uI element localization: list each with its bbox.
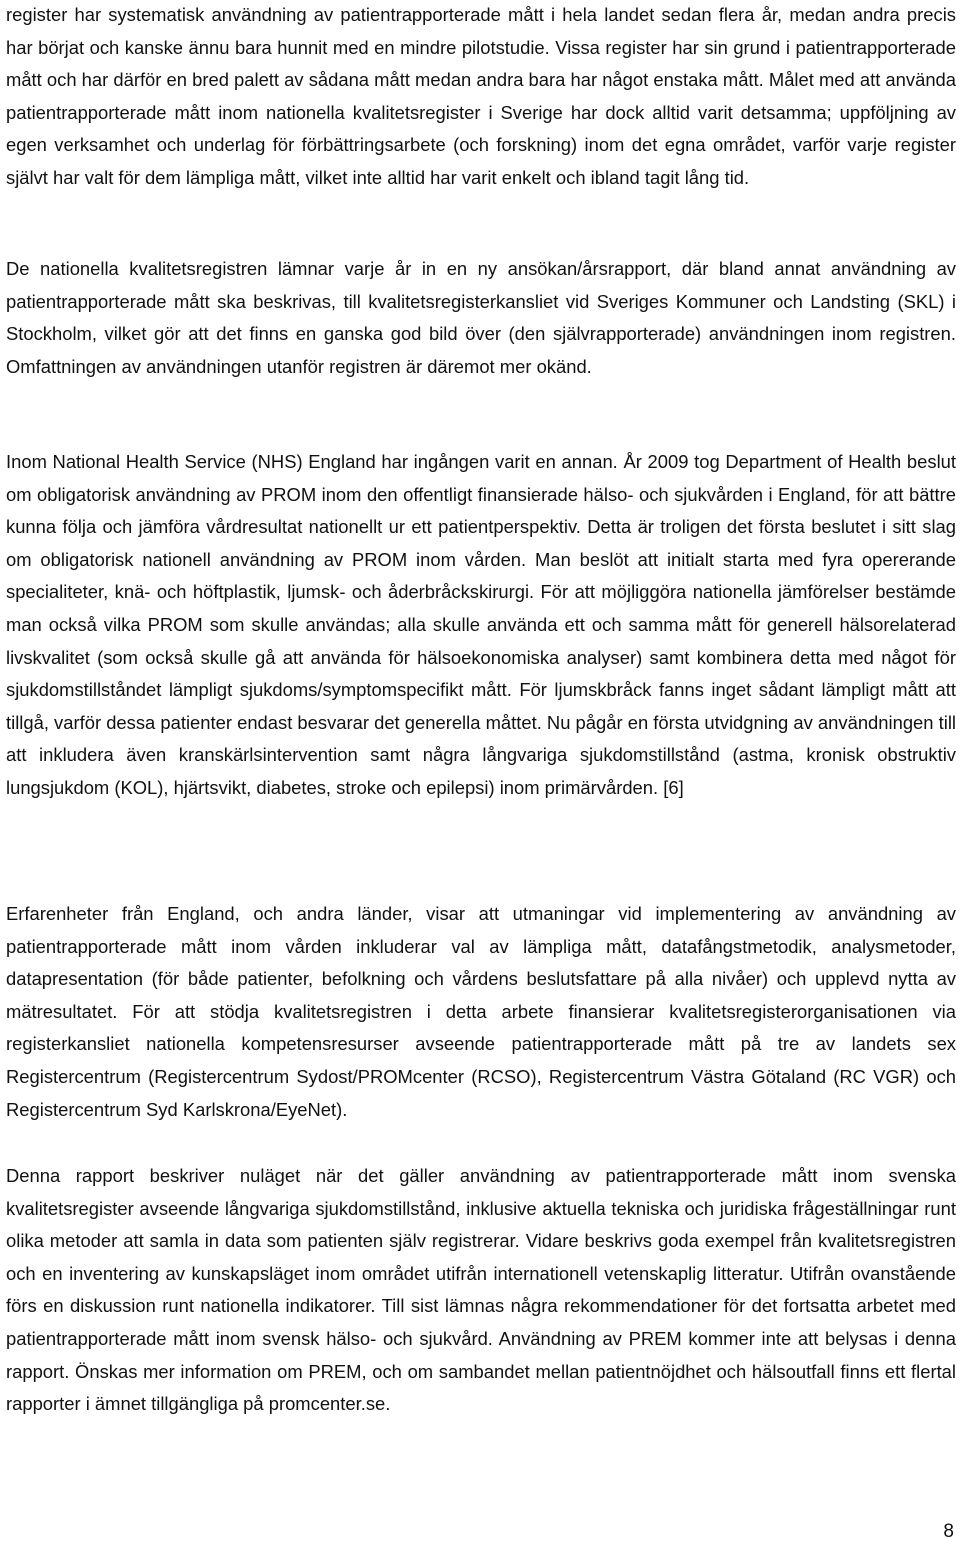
paragraph-nhs-england: Inom National Health Service (NHS) England har ingången varit en annan. År 2009 tog Department of Health beslut om obligatorisk användning av PROM inom den offentligt finansierade hälso- och sjukvården i England, för att bättre kunna följa och jämföra vårdresultat nationellt ur ett patientperspektiv. Detta är troligen det första beslutet i sitt slag om obligatorisk nationell användning av PROM inom vården. Man beslöt att initialt starta med fyra opererande specialiteter, knä- och höftplastik, ljumsk- och åderbråckskirurgi. För att möjliggöra nationella jämförelser bestämde man också vilka PROM som skulle användas; alla skulle använda ett och samma mått för generell hälsorelaterad livskvalitet (som också skulle gå att använda för hälsoekonomiska analyser) samt kombinera detta med något för sjukdomstillståndet lämpligt sjukdoms/symptomspecifikt mått. För ljumskbråck fanns inget sådant lämpligt mått att tillgå, varför dessa patienter endast besvarar det generella måttet. Nu pågår en första utvidgning av användningen till att inkludera även kranskärlsintervention samt några långvariga sjukdomstillstånd (astma, kronisk obstruktiv lungsjukdom (KOL), hjärtsvikt, diabetes, stroke och epilepsi) inom primärvården. [6]: [6, 451, 956, 798]
paragraph-implementation-challenges: Erfarenheter från England, och andra länder, visar att utmaningar vid implementering av användning av patientrapporterade mått inom vården inkluderar val av lämpliga mått, datafångstmetodik, analysmetoder, datapresentation (för både patienter, befolkning och vårdens beslutsfattare på alla nivåer) och upplevd nytta av mätresultatet. För att stödja kvalitetsregistren i detta arbete finansierar kvalitetsregisterorganisationen via registerkansliet nationella kompetensresurser avseende patientrapporterade mått på tre av landets sex Registercentrum (Registercentrum Sydost/PROMcenter (RCSO), Registercentrum Västra Götaland (RC VGR) och Registercentrum Syd Karlskrona/EyeNet).: [6, 903, 956, 1120]
paragraph-report-scope: Denna rapport beskriver nuläget när det gäller användning av patientrapporterade mått inom svenska kvalitetsregister avseende långvariga sjukdomstillstånd, inklusive aktuella tekniska och juridiska frågeställningar runt olika metoder att samla in data som patienten själv registrerar. Vidare beskrivs goda exempel från kvalitetsregistren och en inventering av kunskapsläget inom området utifrån internationell vetenskaplig litteratur. Utifrån ovanstående förs en diskussion runt nationella indikatorer. Till sist lämnas några rekommendationer för det fortsatta arbetet med patientrapporterade mått inom svensk hälso- och sjukvård. Användning av PREM kommer inte att belysas i denna rapport. Önskas mer information om PREM, och om sambandet mellan patientnöjdhet och hälsoutfall finns ett flertal rapporter i ämnet tillgängliga på promcenter.se.: [6, 1165, 956, 1415]
page-number: 8: [943, 1521, 954, 1542]
paragraph-registry-usage: register har systematisk användning av patientrapporterade mått i hela landet sedan flera år, medan andra precis har börjat och kanske ännu bara hunnit med en mindre pilotstudie. Vissa register har sin grund i patientrapporterade mått och har därför en bred palett av sådana mått medan andra bara har något enstaka mått. Målet med att använda patientrapporterade mått inom nationella kvalitetsregister i Sverige har dock alltid varit detsamma; uppföljning av egen verksamhet och underlag för förbättringsarbete (och forskning) inom det egna området, varför varje register självt har valt för dem lämpliga mått, vilket inte alltid har varit enkelt och ibland tagit lång tid.: [6, 4, 956, 188]
paragraph-annual-report: De nationella kvalitetsregistren lämnar varje år in en ny ansökan/årsrapport, där bland annat användning av patientrapporterade mått ska beskrivas, till kvalitetsregisterkansliet vid Sveriges Kommuner och Landsting (SKL) i Stockholm, vilket gör att det finns en ganska god bild över (den självrapporterade) användningen inom registren. Omfattningen av användningen utanför registren är däremot mer okänd.: [6, 258, 956, 377]
